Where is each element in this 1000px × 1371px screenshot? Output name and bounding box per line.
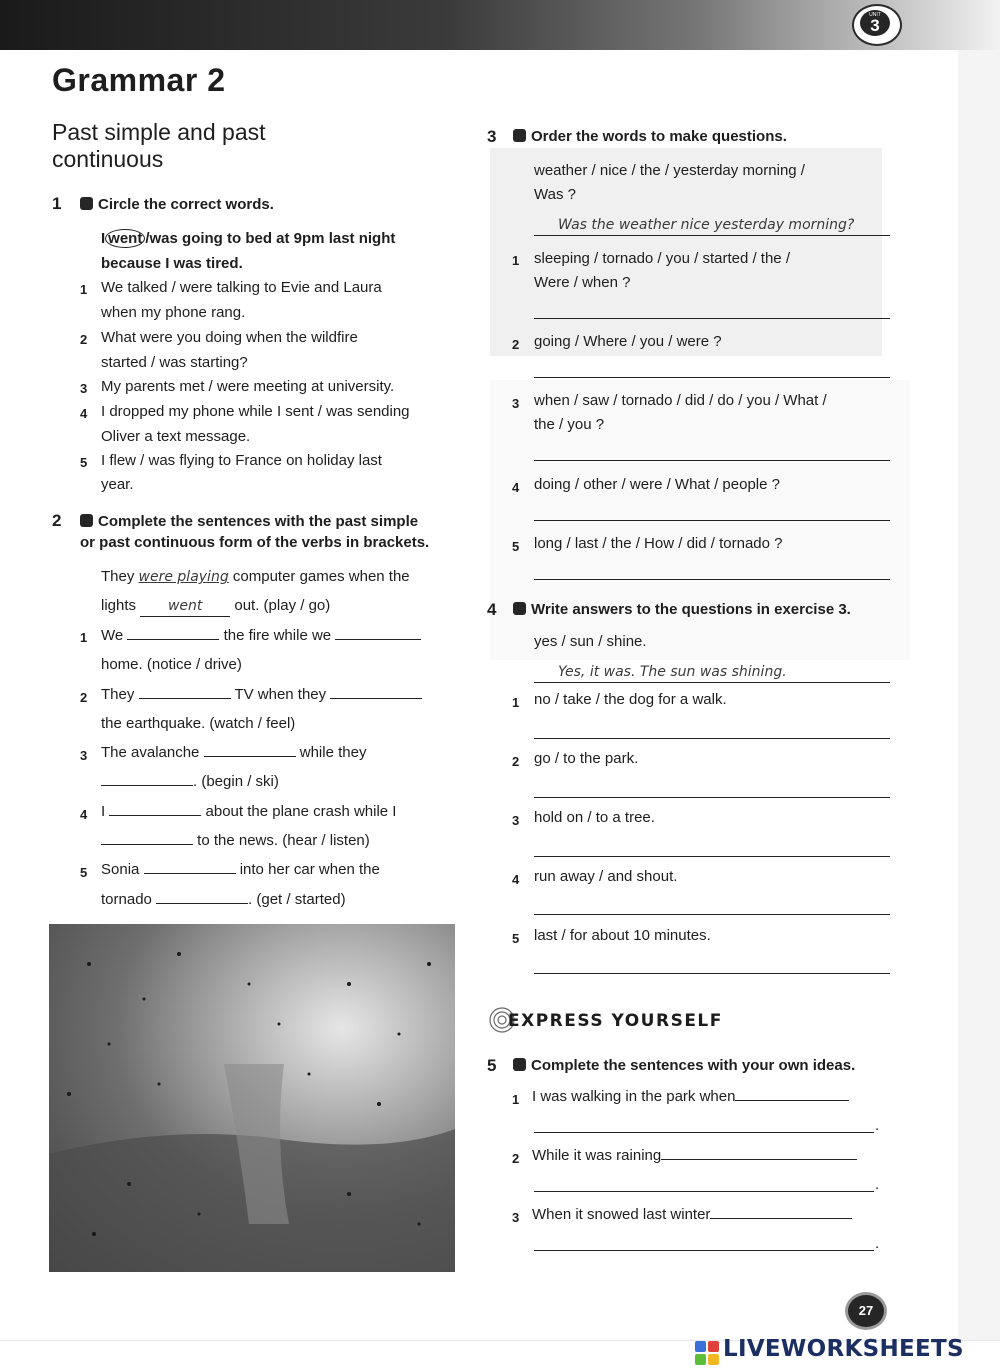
difficulty-icon [513, 1058, 526, 1071]
ex4-item-5: last / for about 10 minutes. [534, 927, 711, 944]
ex3-item-number: 5 [512, 539, 520, 554]
ex5-item-number: 2 [512, 1151, 520, 1166]
ex3-example-line1: weather / nice / the / yesterday morning / [534, 162, 805, 179]
ex1-item-2-line2[interactable]: started / was starting? [101, 354, 248, 371]
answer-blank[interactable] [735, 1087, 849, 1101]
answer-blank[interactable] [127, 626, 219, 640]
period: . [875, 1117, 880, 1134]
ex3-item-5-line1: long / last / the / How / did / tornado ? [534, 535, 783, 552]
answer-blank[interactable] [109, 802, 201, 816]
difficulty-icon [513, 602, 526, 615]
ex3-answer-line[interactable] [534, 520, 890, 521]
ex5-item-2: While it was raining [532, 1146, 857, 1166]
page-title: Grammar 2 [52, 62, 226, 98]
tornado-photo [49, 924, 455, 1272]
ex3-answer-line[interactable] [534, 318, 890, 319]
ex1-item-number: 4 [80, 406, 88, 421]
ex3-answer-line[interactable] [534, 579, 890, 580]
ex4-item-number: 4 [512, 872, 520, 887]
circled-answer: went [105, 229, 145, 248]
unit-badge [852, 4, 902, 46]
ex4-answer-line[interactable] [534, 914, 890, 915]
ex4-item-3: hold on / to a tree. [534, 809, 655, 826]
difficulty-icon [80, 514, 93, 527]
answer-blank[interactable] [101, 772, 193, 786]
answer-blank[interactable] [330, 685, 422, 699]
ex3-item-number: 2 [512, 337, 520, 352]
ex4-example-prompt: yes / sun / shine. [534, 633, 647, 650]
ex3-item-3-line2: the / you ? [534, 416, 605, 433]
ex4-item-2: go / to the park. [534, 750, 639, 767]
difficulty-icon [80, 197, 93, 210]
ex5-item-3: When it snowed last winter [532, 1205, 852, 1225]
period: . [875, 1235, 880, 1252]
page-number: 27 [845, 1292, 887, 1330]
ex5-number: 5 [487, 1056, 497, 1075]
answer-blank[interactable] [710, 1205, 852, 1219]
ex1-number: 1 [52, 194, 62, 213]
page-number-badge [840, 1288, 890, 1332]
page-subtitle: Past simple and past continuous [52, 119, 266, 172]
ex3-item-4-line1: doing / other / were / What / people ? [534, 476, 780, 493]
ex3-instruction: Order the words to make questions. [513, 127, 787, 147]
liveworksheets-brand[interactable]: LIVEWORKSHEETS [723, 1336, 964, 1362]
period: . [875, 1176, 880, 1193]
ex1-item-number: 2 [80, 332, 88, 347]
answer-blank[interactable] [101, 831, 193, 845]
ex3-example-line2: Was ? [534, 186, 576, 203]
ex1-item-number: 5 [80, 455, 88, 470]
ex1-item-4-line2: Oliver a text message. [101, 428, 251, 445]
ex3-item-1-line2: Were / when ? [534, 274, 631, 291]
ex2-item-1-line2: home. (notice / drive) [101, 656, 242, 673]
ex2-number: 2 [52, 511, 62, 530]
ex5-answer-line[interactable] [534, 1132, 874, 1133]
ex4-example-answer: Yes, it was. The sun was shining. [558, 664, 787, 680]
ex3-item-1-line1: sleeping / tornado / you / started / the / [534, 250, 790, 267]
ex1-item-1-line1[interactable]: We talked / were talking to Evie and Laura [101, 279, 382, 296]
ex3-item-2-line1: going / Where / you / were ? [534, 333, 722, 350]
ex4-item-number: 1 [512, 695, 520, 710]
ex3-answer-line[interactable] [534, 460, 890, 461]
ex5-item-number: 1 [512, 1092, 520, 1107]
ex1-item-number: 3 [80, 381, 88, 396]
ex3-item-3-line1: when / saw / tornado / did / do / you / What / [534, 392, 827, 409]
ex1-item-2-line1: What were you doing when the wildfire [101, 329, 358, 346]
ex2-item-5-line1: Sonia into her car when the [101, 861, 380, 878]
ex1-example-line2: because I was tired. [101, 255, 243, 272]
ex2-item-2-line1: They TV when they [101, 685, 422, 705]
ex2-instruction-line1: Complete the sentences with the past simple [80, 512, 418, 532]
ex3-item-number: 3 [512, 396, 520, 411]
ex3-item-number: 1 [512, 253, 520, 268]
ex1-example-line1: I went /was going to bed at 9pm last night [101, 230, 396, 247]
ex5-item-1: I was walking in the park when [532, 1087, 849, 1107]
ex4-answer-line[interactable] [534, 738, 890, 739]
ex2-instruction-line2: or past continuous form of the verbs in brackets. [80, 534, 430, 551]
answer-blank[interactable] [144, 860, 236, 874]
ex2-item-3-line1: The avalanche while they [101, 744, 367, 761]
ex2-example-line2: lights went out. (play / go) [101, 596, 330, 617]
ex4-example-answer-line [534, 682, 890, 683]
ex2-item-number: 5 [80, 865, 88, 880]
ex2-item-number: 2 [80, 690, 88, 705]
ex1-item-3-line1[interactable]: My parents met / were meeting at university. [101, 378, 395, 395]
ex4-item-number: 5 [512, 931, 520, 946]
ex1-item-5-line2: year. [101, 476, 134, 493]
ex2-item-1-line1: We the fire while we [101, 626, 421, 646]
top-banner [0, 0, 1000, 50]
ex4-answer-line[interactable] [534, 973, 890, 974]
ex2-item-5-line2: tornado . (get / started) [101, 891, 346, 908]
ex2-item-number: 4 [80, 807, 88, 822]
ex4-answer-line[interactable] [534, 797, 890, 798]
ex2-item-2-line2: the earthquake. (watch / feel) [101, 715, 296, 732]
ex1-instruction: Circle the correct words. [80, 195, 274, 215]
page-edge [958, 50, 1000, 1340]
ex2-example-line1: They were playing computer games when the [101, 568, 410, 585]
ex1-item-1-line2: when my phone rang. [101, 304, 246, 321]
ex4-item-1: no / take / the dog for a walk. [534, 691, 727, 708]
unit-number: 3 [870, 16, 880, 35]
answer-blank[interactable] [139, 685, 231, 699]
ex2-item-3-line2: . (begin / ski) [101, 772, 279, 792]
liveworksheets-logo-icon [695, 1341, 719, 1365]
ex3-item-number: 4 [512, 480, 520, 495]
ex4-instruction: Write answers to the questions in exercise 3. [513, 600, 851, 620]
ex2-item-4-line1: I about the plane crash while I [101, 803, 397, 820]
ex3-example-answer-line [534, 235, 890, 236]
ex2-item-number: 3 [80, 748, 88, 763]
ex3-number: 3 [487, 127, 497, 146]
ex3-answer-line[interactable] [534, 377, 890, 378]
ex4-answer-line[interactable] [534, 856, 890, 857]
ex5-item-number: 3 [512, 1210, 520, 1225]
ex1-item-number: 1 [80, 282, 88, 297]
answer-blank[interactable] [156, 890, 248, 904]
unit-label: UNIT [869, 12, 881, 18]
ex4-item-number: 2 [512, 754, 520, 769]
ex4-item-number: 3 [512, 813, 520, 828]
answer-blank[interactable] [204, 743, 296, 757]
ex2-item-4-line2: to the news. (hear / listen) [101, 831, 370, 851]
ex5-instruction: Complete the sentences with your own ideas. [513, 1056, 855, 1076]
difficulty-icon [513, 129, 526, 142]
ex4-item-4: run away / and shout. [534, 868, 678, 885]
answer-blank[interactable] [661, 1146, 857, 1160]
ex3-example-answer: Was the weather nice yesterday morning? [558, 217, 855, 233]
express-yourself-heading: EXPRESS YOURSELF [508, 1011, 723, 1031]
ex4-number: 4 [487, 600, 497, 619]
ex1-item-5-line1[interactable]: I flew / was flying to France on holiday last [101, 452, 382, 469]
answer-blank[interactable] [335, 626, 421, 640]
ex2-item-number: 1 [80, 630, 88, 645]
ex1-item-4-line1[interactable]: I dropped my phone while I sent / was sending [101, 403, 410, 420]
ex5-answer-line[interactable] [534, 1250, 874, 1251]
ex5-answer-line[interactable] [534, 1191, 874, 1192]
